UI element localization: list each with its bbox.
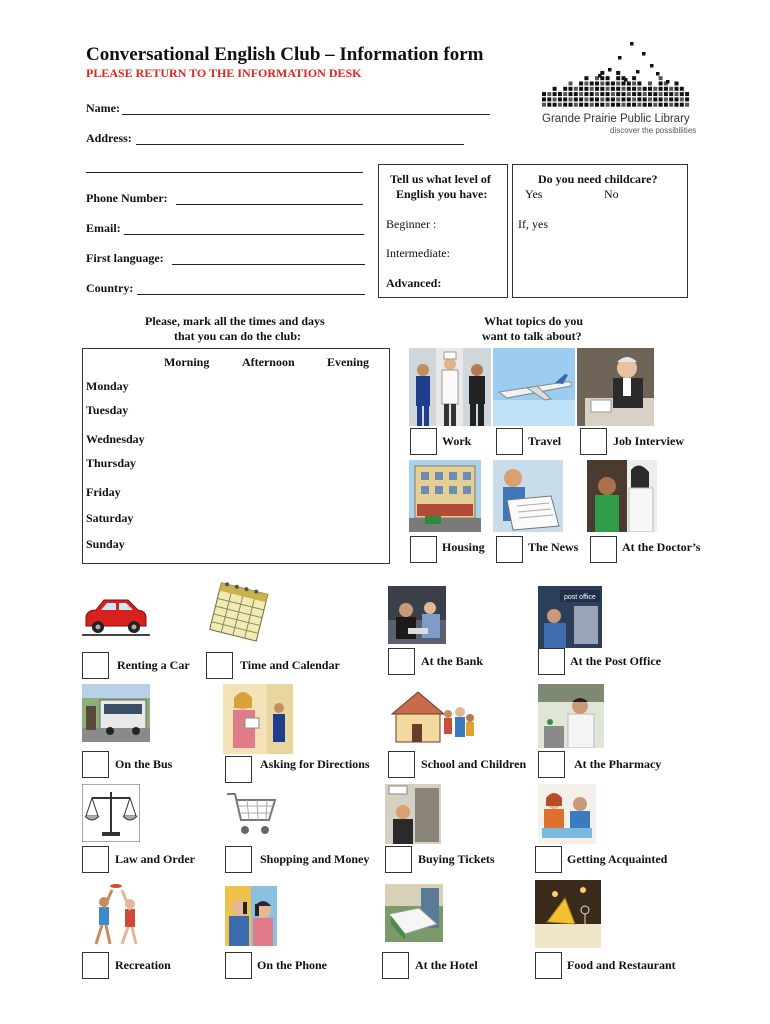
food-and-restaurant-checkbox[interactable] [535, 952, 562, 979]
logo-block [659, 82, 663, 86]
logo-block [653, 87, 657, 91]
logo-block [627, 87, 631, 91]
logo-block [680, 92, 684, 96]
topic-on-the-bus: On the Bus [115, 757, 173, 771]
logo-block [542, 92, 546, 96]
phone-input-line[interactable] [176, 204, 363, 205]
name-input-line[interactable] [122, 114, 490, 115]
logo-block [653, 103, 657, 107]
address-input-line-2[interactable] [86, 172, 363, 173]
logo-block [611, 103, 615, 107]
email-label: Email: [86, 221, 121, 235]
logo-dot [608, 68, 612, 72]
logo-block [611, 82, 615, 86]
column-afternoon: Afternoon [242, 355, 295, 369]
logo-block [547, 103, 551, 107]
level-heading-1: Tell us what level of [390, 172, 491, 186]
on-the-bus-picture [82, 684, 150, 742]
logo-block [664, 87, 668, 91]
logo-block [622, 82, 626, 86]
asking-for-directions-checkbox[interactable] [225, 756, 252, 783]
logo-block [606, 92, 610, 96]
logo-block [632, 82, 636, 86]
logo-block [622, 87, 626, 91]
renting-a-car-picture [82, 596, 150, 638]
topic-buying-tickets: Buying Tickets [418, 852, 495, 866]
logo-block [563, 97, 567, 101]
logo-block [611, 87, 615, 91]
work-picture [409, 348, 491, 426]
schedule-heading-1: Please, mark all the times and days [145, 314, 325, 328]
logo-block [584, 82, 588, 86]
topics-heading-2: want to talk about? [482, 329, 582, 343]
logo-block [590, 103, 594, 107]
day-friday: Friday [86, 485, 121, 499]
logo-block [616, 82, 620, 86]
logo-block [606, 82, 610, 86]
logo-block [579, 97, 583, 101]
day-monday: Monday [86, 379, 129, 393]
logo-block [595, 82, 599, 86]
logo-block [622, 103, 626, 107]
logo-block [569, 87, 573, 91]
level-advanced[interactable]: Advanced: [386, 276, 442, 290]
at-the-bank-checkbox[interactable] [388, 648, 415, 675]
logo-dot [650, 64, 654, 68]
topic-at-the-pharmacy: At the Pharmacy [574, 757, 662, 771]
logo-block [595, 92, 599, 96]
logo-block [616, 92, 620, 96]
column-morning: Morning [164, 355, 210, 369]
logo-block [569, 103, 573, 107]
logo-block [659, 103, 663, 107]
topic-at-the-hotel: At the Hotel [415, 958, 478, 972]
at-the-post-office-checkbox[interactable] [538, 648, 565, 675]
logo-block [648, 87, 652, 91]
logo-block [627, 82, 631, 86]
logo-block [648, 97, 652, 101]
logo-block [648, 82, 652, 86]
topic-school-and-children: School and Children [421, 757, 527, 771]
at-the-post-office-picture [538, 586, 602, 648]
logo-block [574, 97, 578, 101]
logo-dot [636, 70, 640, 74]
day-tuesday: Tuesday [86, 403, 129, 417]
schedule-heading-2: that you can do the club: [174, 329, 302, 343]
logo-block [595, 103, 599, 107]
logo-block [595, 97, 599, 101]
logo-block [616, 76, 620, 80]
at-the-doctors-picture [587, 460, 657, 532]
logo-block [584, 103, 588, 107]
logo-block [627, 97, 631, 101]
logo-block [616, 71, 620, 75]
logo-block [680, 87, 684, 91]
logo-block [685, 97, 689, 101]
day-saturday: Saturday [86, 511, 134, 525]
logo-block [600, 87, 604, 91]
level-beginner[interactable]: Beginner : [386, 217, 437, 231]
topic-shopping-and-money: Shopping and Money [260, 852, 370, 866]
phone-label: Phone Number: [86, 191, 168, 205]
topic-at-the-doctors: At the Doctor’s [622, 540, 701, 554]
childcare-heading: Do you need childcare? [538, 172, 658, 186]
day-wednesday: Wednesday [86, 432, 145, 446]
topic-work: Work [442, 434, 472, 448]
time-and-calendar-picture [205, 578, 273, 644]
form-title: Conversational English Club – Information form [86, 44, 484, 65]
housing-checkbox[interactable] [410, 536, 437, 563]
level-intermediate[interactable]: Intermediate: [386, 246, 450, 260]
logo-block [547, 92, 551, 96]
logo-block [553, 87, 557, 91]
getting-acquainted-picture [538, 784, 596, 844]
logo-block [600, 97, 604, 101]
first-language-input-line[interactable] [172, 264, 365, 265]
level-heading-2: English you have: [396, 187, 488, 201]
logo-block [616, 97, 620, 101]
the-news-picture [493, 460, 563, 532]
recreation-checkbox[interactable] [82, 952, 109, 979]
logo-block [669, 97, 673, 101]
logo-block [653, 92, 657, 96]
logo-block [648, 92, 652, 96]
logo-block [669, 92, 673, 96]
logo-block [584, 97, 588, 101]
logo-block [643, 87, 647, 91]
logo-block [606, 76, 610, 80]
logo-block [653, 97, 657, 101]
logo-block [659, 76, 663, 80]
form-subtitle: PLEASE RETURN TO THE INFORMATION DESK [86, 66, 362, 80]
logo-block [547, 97, 551, 101]
logo-block [648, 103, 652, 107]
first-language-label: First language: [86, 251, 164, 265]
logo-block [563, 92, 567, 96]
logo-block [643, 92, 647, 96]
logo-block [569, 82, 573, 86]
logo-block [563, 87, 567, 91]
housing-picture [409, 460, 481, 532]
logo-dot [618, 56, 622, 60]
at-the-hotel-checkbox[interactable] [382, 952, 409, 979]
address-input-line[interactable] [136, 144, 464, 145]
logo-block [584, 92, 588, 96]
logo-block [606, 97, 610, 101]
library-logo-graphic [538, 38, 698, 116]
logo-block [611, 92, 615, 96]
the-news-checkbox[interactable] [496, 536, 523, 563]
logo-block [611, 97, 615, 101]
logo-block [659, 97, 663, 101]
topics-heading-1: What topics do you [484, 314, 584, 328]
logo-block [558, 92, 562, 96]
job-interview-picture [577, 348, 654, 426]
at-the-pharmacy-picture [538, 684, 604, 748]
logo-block [574, 87, 578, 91]
logo-block [637, 87, 641, 91]
logo-dot [624, 78, 628, 82]
topic-food-and-restaurant: Food and Restaurant [567, 958, 676, 972]
logo-block [590, 87, 594, 91]
logo-block [637, 82, 641, 86]
childcare-yes[interactable]: Yes [525, 187, 543, 201]
logo-block [685, 103, 689, 107]
topic-asking-for-directions: Asking for Directions [260, 757, 370, 771]
logo-block [685, 92, 689, 96]
law-and-order-checkbox[interactable] [82, 846, 109, 873]
childcare-no[interactable]: No [604, 187, 619, 201]
library-logo [538, 38, 698, 138]
logo-block [590, 97, 594, 101]
logo-block [664, 97, 668, 101]
logo-block [669, 103, 673, 107]
renting-a-car-checkbox[interactable] [82, 652, 109, 679]
logo-block [584, 87, 588, 91]
logo-block [558, 97, 562, 101]
topic-job-interview: Job Interview [613, 434, 684, 448]
asking-for-directions-picture [223, 684, 293, 754]
logo-block [600, 82, 604, 86]
logo-block [569, 97, 573, 101]
recreation-picture [82, 880, 150, 948]
address-label: Address: [86, 131, 132, 145]
logo-block [569, 92, 573, 96]
on-the-bus-checkbox[interactable] [82, 751, 109, 778]
logo-block [606, 87, 610, 91]
logo-block [643, 97, 647, 101]
logo-block [669, 87, 673, 91]
logo-block [632, 87, 636, 91]
library-tagline: discover the possibilities [610, 126, 697, 135]
topic-on-the-phone: On the Phone [257, 958, 328, 972]
topic-recreation: Recreation [115, 958, 171, 972]
name-label: Name: [86, 101, 120, 115]
on-the-phone-checkbox[interactable] [225, 952, 252, 979]
logo-block [664, 103, 668, 107]
job-interview-checkbox[interactable] [580, 428, 607, 455]
logo-block [579, 82, 583, 86]
topic-time-and-calendar: Time and Calendar [240, 658, 340, 672]
logo-block [542, 103, 546, 107]
topic-renting-a-car: Renting a Car [117, 658, 190, 672]
shopping-and-money-checkbox[interactable] [225, 846, 252, 873]
post-office-sign: post office [564, 594, 596, 601]
logo-block [675, 87, 679, 91]
logo-block [675, 103, 679, 107]
logo-block [659, 87, 663, 91]
logo-block [627, 92, 631, 96]
getting-acquainted-checkbox[interactable] [535, 846, 562, 873]
email-input-line[interactable] [124, 234, 364, 235]
logo-block [675, 82, 679, 86]
topic-travel: Travel [528, 434, 562, 448]
logo-block [590, 82, 594, 86]
on-the-phone-picture [225, 886, 277, 946]
logo-block [632, 92, 636, 96]
at-the-pharmacy-checkbox[interactable] [538, 751, 565, 778]
logo-block [574, 103, 578, 107]
logo-block [606, 103, 610, 107]
travel-checkbox[interactable] [496, 428, 523, 455]
day-thursday: Thursday [86, 456, 137, 470]
logo-block [675, 92, 679, 96]
logo-block [675, 97, 679, 101]
logo-dot [630, 42, 634, 46]
buying-tickets-picture [385, 784, 441, 844]
day-sunday: Sunday [86, 537, 125, 551]
topic-at-the-bank: At the Bank [421, 654, 484, 668]
topic-law-and-order: Law and Order [115, 852, 196, 866]
library-name: Grande Prairie Public Library [542, 113, 690, 125]
topic-getting-acquainted: Getting Acquainted [567, 852, 668, 866]
country-label: Country: [86, 281, 134, 295]
law-and-order-picture [82, 784, 140, 842]
logo-block [579, 87, 583, 91]
logo-block [595, 87, 599, 91]
logo-block [563, 103, 567, 107]
logo-block [600, 92, 604, 96]
logo-block [579, 92, 583, 96]
logo-block [622, 97, 626, 101]
logo-block [632, 97, 636, 101]
work-checkbox[interactable] [410, 428, 437, 455]
logo-block [553, 92, 557, 96]
logo-dot [642, 52, 646, 56]
logo-block [616, 87, 620, 91]
time-and-calendar-checkbox[interactable] [206, 652, 233, 679]
school-and-children-picture [388, 684, 478, 750]
logo-block [627, 103, 631, 107]
logo-block [584, 76, 588, 80]
logo-block [659, 92, 663, 96]
buying-tickets-checkbox[interactable] [385, 846, 412, 873]
travel-picture [493, 348, 575, 426]
at-the-bank-picture [388, 586, 446, 644]
logo-block [616, 103, 620, 107]
logo-block [558, 103, 562, 107]
topic-at-the-post-office: At the Post Office [570, 654, 661, 668]
logo-block [680, 97, 684, 101]
logo-block [680, 103, 684, 107]
column-evening: Evening [327, 355, 370, 369]
at-the-doctors-checkbox[interactable] [590, 536, 617, 563]
logo-block [664, 92, 668, 96]
topic-housing: Housing [442, 540, 485, 554]
logo-block [622, 92, 626, 96]
logo-block [637, 97, 641, 101]
logo-block [579, 103, 583, 107]
topic-the-news: The News [528, 540, 579, 554]
logo-block [542, 97, 546, 101]
at-the-hotel-picture [385, 884, 443, 942]
logo-block [553, 103, 557, 107]
logo-dot [598, 74, 602, 78]
school-and-children-checkbox[interactable] [388, 751, 415, 778]
logo-block [632, 76, 636, 80]
country-input-line[interactable] [137, 294, 365, 295]
food-and-restaurant-picture [535, 880, 601, 948]
logo-block [600, 103, 604, 107]
logo-block [590, 92, 594, 96]
logo-block [637, 92, 641, 96]
logo-dot [656, 72, 660, 76]
logo-block [643, 103, 647, 107]
logo-block [553, 97, 557, 101]
logo-block [632, 103, 636, 107]
logo-block [637, 103, 641, 107]
logo-block [574, 92, 578, 96]
shopping-and-money-picture [225, 788, 279, 838]
logo-dot [666, 80, 670, 84]
childcare-if-yes: If, yes [518, 217, 548, 231]
